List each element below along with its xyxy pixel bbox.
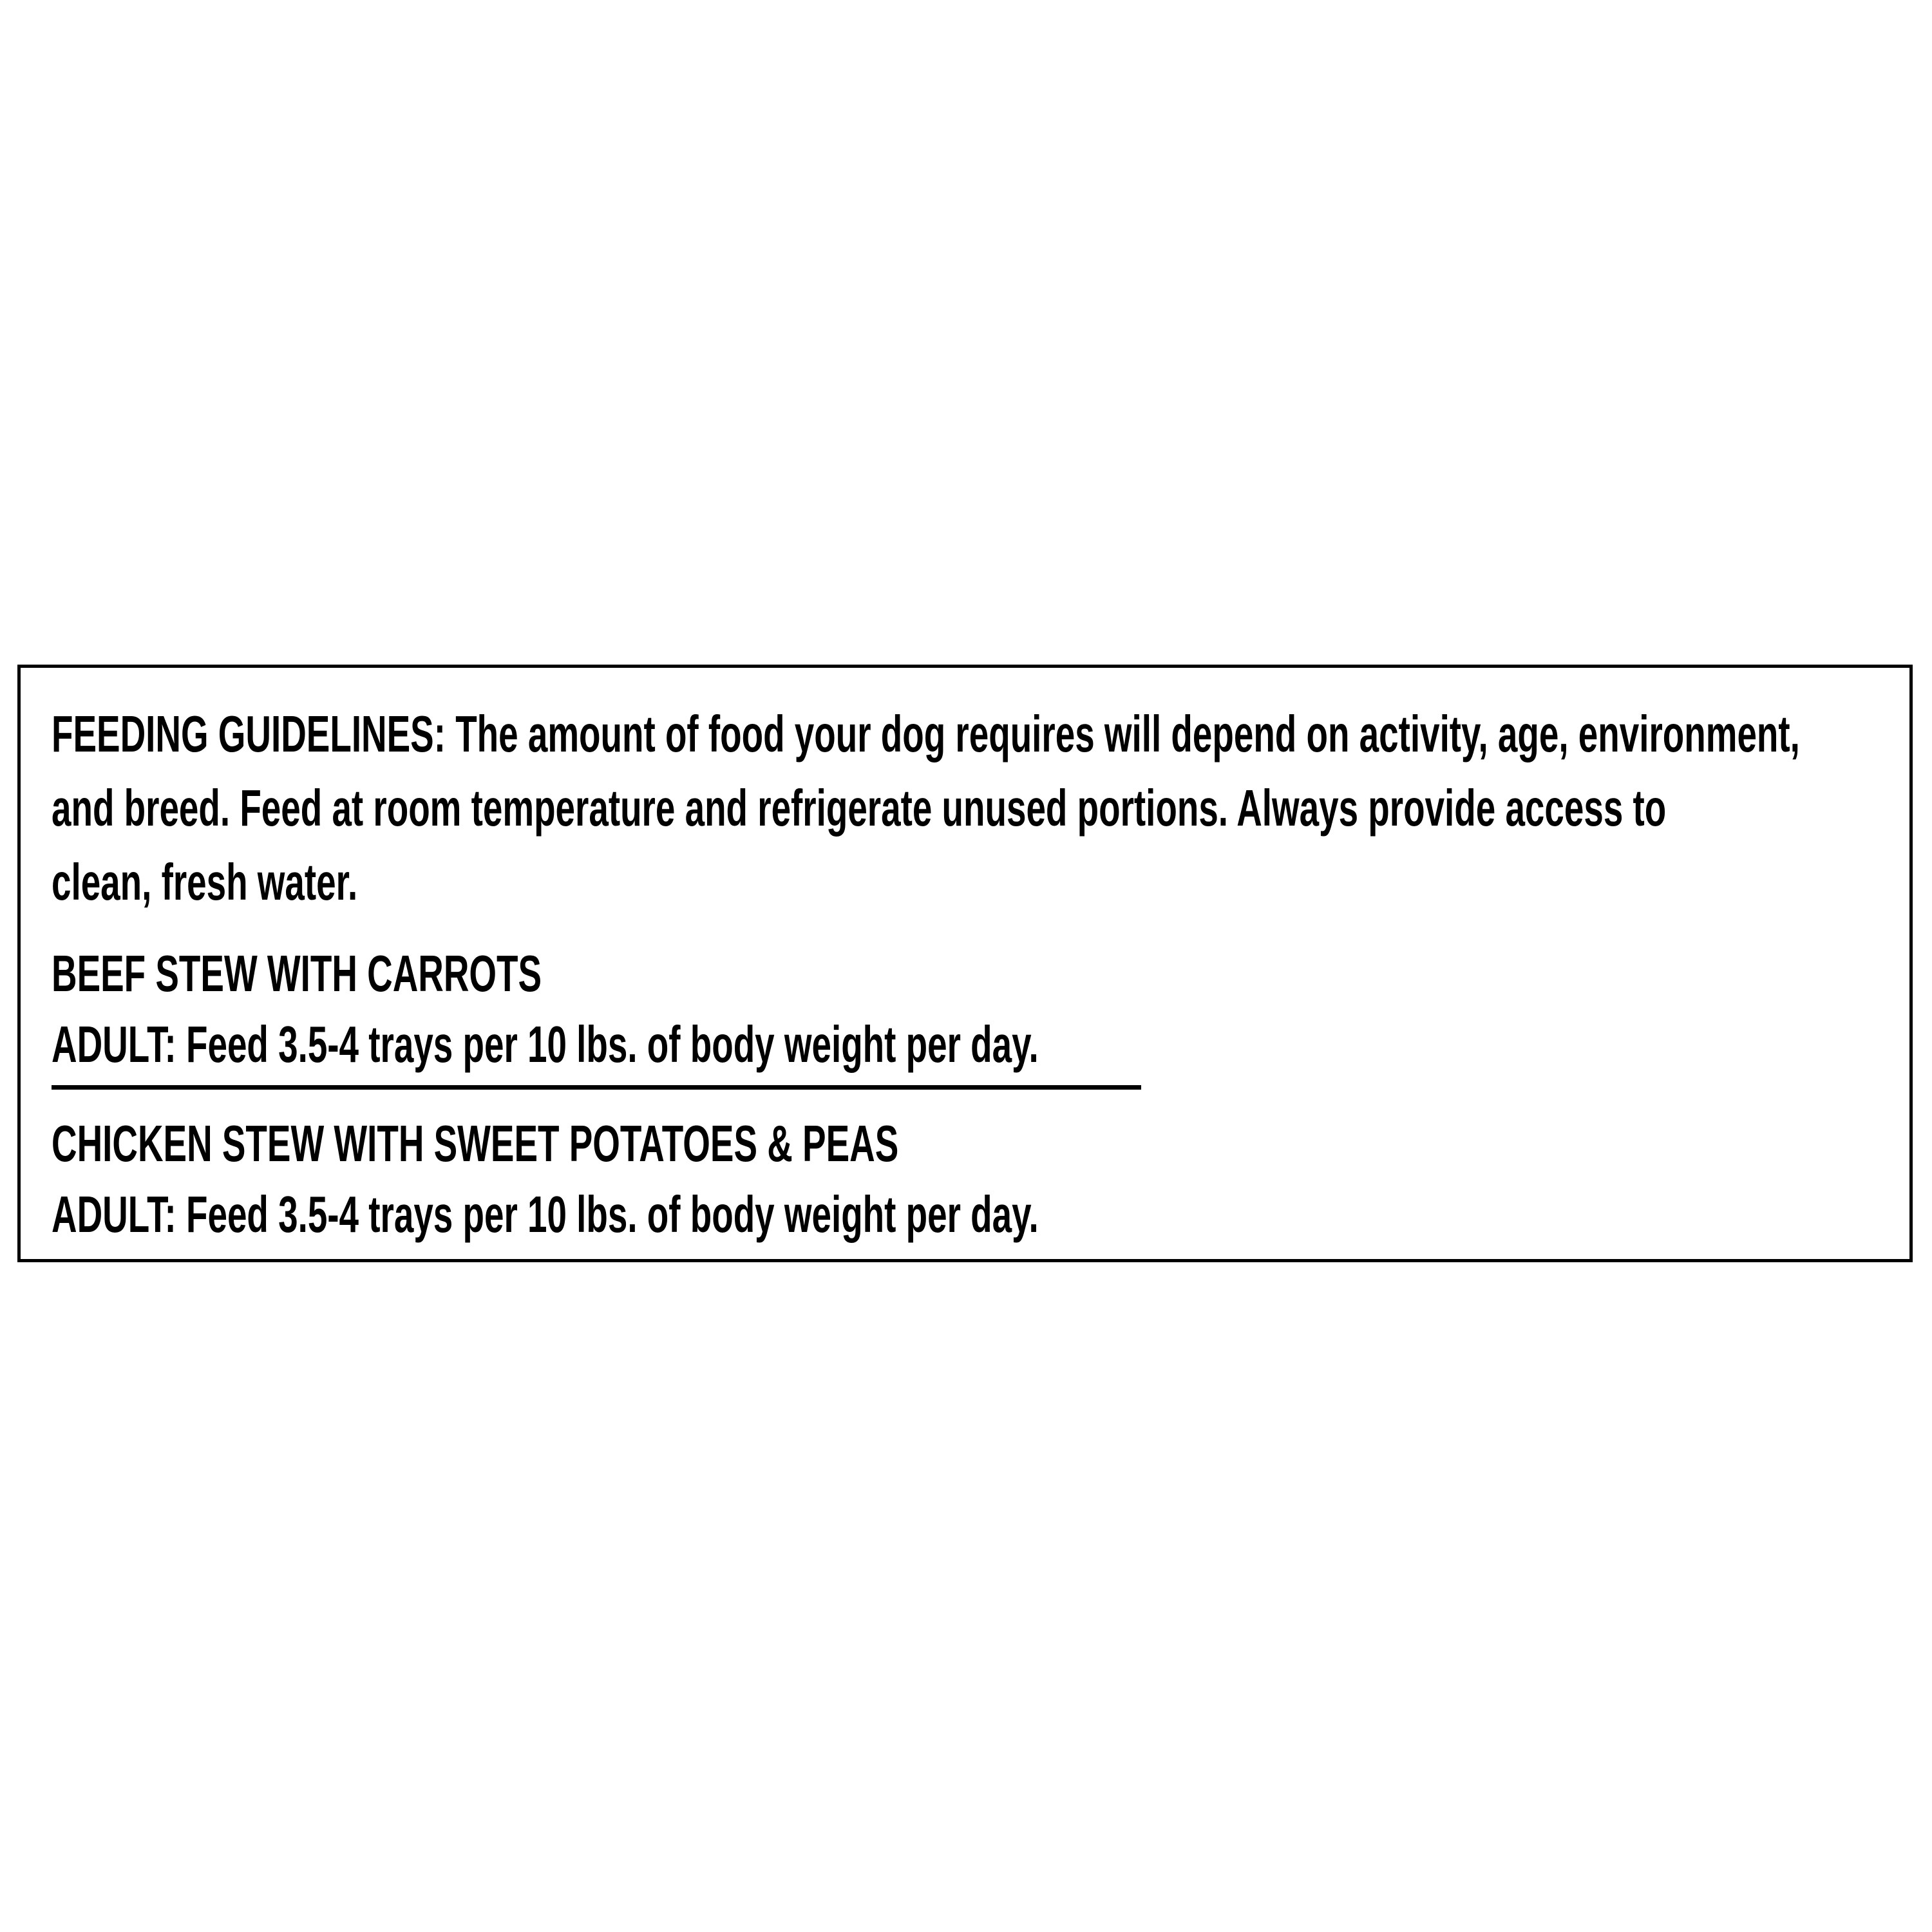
feeding-guidelines-box (17, 665, 1913, 1262)
section-heading (52, 1108, 1884, 1179)
intro-line (52, 697, 1884, 771)
section-chicken-stew (52, 1108, 1884, 1250)
intro-line-text: and breed. Feed at room temperature and refrigerate unused portions. Always provide access to (52, 779, 1667, 837)
feeding-guidelines-intro (52, 697, 1884, 919)
intro-line-text: FEEDING GUIDELINES: The amount of food your dog requires will depend on activity, age, environment, (52, 705, 1800, 762)
section-heading-text: CHICKEN STEW WITH SWEET POTATOES & PEAS (52, 1115, 899, 1172)
intro-line (52, 845, 1884, 919)
section-instruction (52, 1179, 1884, 1250)
section-heading-text: BEEF STEW WITH CARROTS (52, 945, 542, 1002)
section-instruction (52, 1009, 1884, 1080)
section-heading (52, 938, 1884, 1009)
intro-line-text: clean, fresh water. (52, 853, 358, 911)
intro-line (52, 771, 1884, 845)
section-instruction-text: ADULT: Feed 3.5-4 trays per 10 lbs. of body weight per day. (52, 1186, 1039, 1243)
section-instruction-text: ADULT: Feed 3.5-4 trays per 10 lbs. of body weight per day. (52, 1016, 1039, 1073)
section-divider-rule (52, 1085, 1141, 1090)
section-beef-stew (52, 938, 1884, 1080)
